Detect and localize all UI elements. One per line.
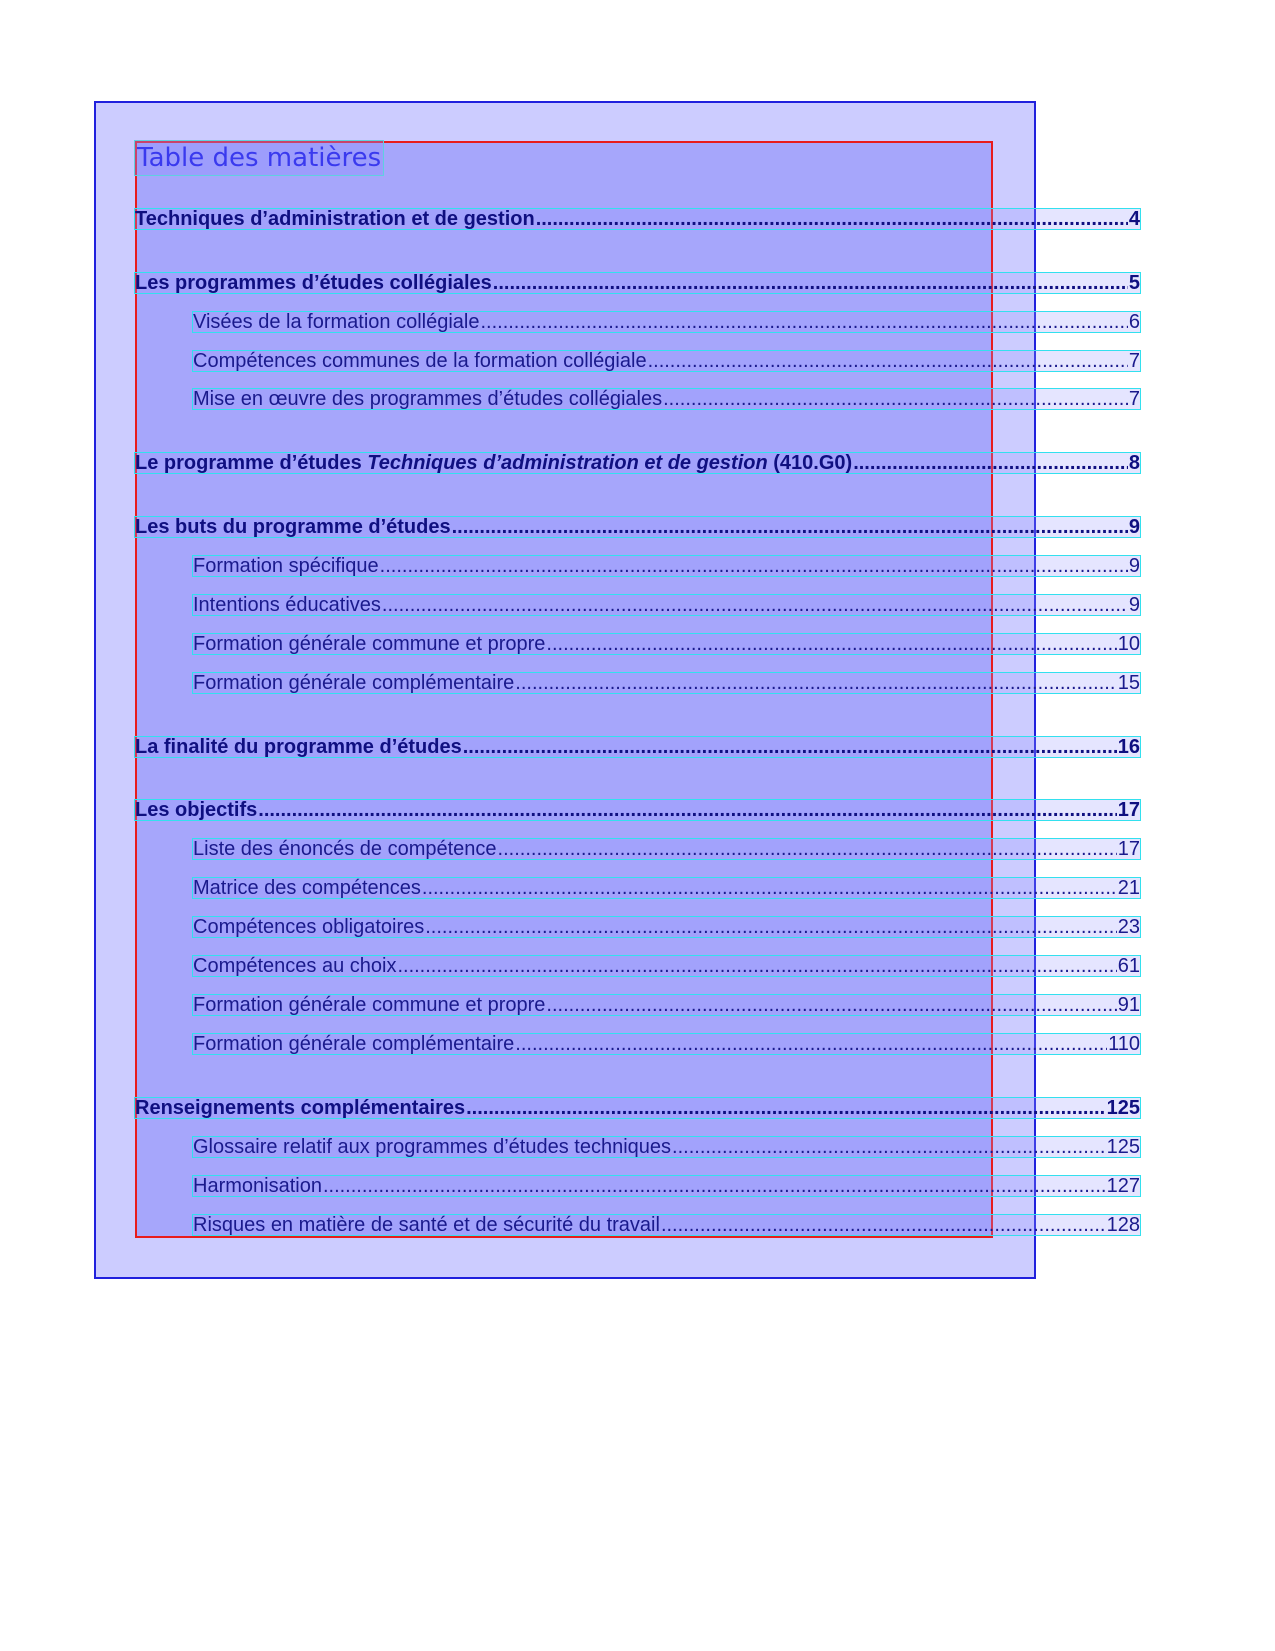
toc-entry-label: Harmonisation xyxy=(193,1176,322,1196)
toc-title: Table des matières xyxy=(137,143,382,173)
toc-entry[interactable] xyxy=(193,1176,1140,1196)
toc-entry-page: 4 xyxy=(1128,209,1140,229)
toc-leader-dots xyxy=(515,673,1116,693)
toc-entry-label: Compétences au choix xyxy=(193,956,397,976)
toc-leader-dots xyxy=(380,556,1128,576)
toc-entry[interactable] xyxy=(193,595,1140,615)
toc-leader-dots xyxy=(515,1034,1107,1054)
toc-entry[interactable] xyxy=(193,917,1140,937)
toc-leader-dots xyxy=(422,878,1117,898)
toc-entry-page: 9 xyxy=(1128,517,1140,537)
toc-entry-page: 17 xyxy=(1117,800,1140,820)
toc-leader-dots xyxy=(425,917,1117,937)
toc-leader-dots xyxy=(466,1098,1106,1118)
toc-entry-label-suffix: (410.G0) xyxy=(767,453,853,473)
toc-entry-page: 9 xyxy=(1128,595,1140,615)
toc-entry-page: 23 xyxy=(1117,917,1140,937)
toc-entry-label: Formation générale complémentaire xyxy=(193,673,515,693)
toc-entry-page: 125 xyxy=(1106,1137,1140,1157)
toc-entry[interactable] xyxy=(135,737,1140,757)
toc-leader-dots xyxy=(663,389,1128,409)
toc-entry-label: Les buts du programme d’études xyxy=(135,517,451,537)
toc-leader-dots xyxy=(397,956,1116,976)
toc-leader-dots xyxy=(672,1137,1106,1157)
toc-entry-label: La finalité du programme d’études xyxy=(135,737,462,757)
toc-entry-label: Renseignements complémentaires xyxy=(135,1098,466,1118)
toc-entry-label: Intentions éducatives xyxy=(193,595,381,615)
toc-entry-page: 61 xyxy=(1117,956,1140,976)
toc-entry-page: 91 xyxy=(1117,995,1140,1015)
toc-leader-dots xyxy=(661,1215,1106,1235)
toc-entry[interactable] xyxy=(193,389,1140,409)
toc-entry-label: Matrice des compétences xyxy=(193,878,421,898)
toc-entry[interactable] xyxy=(193,673,1140,693)
toc-entry-label-prefix: Le programme d’études xyxy=(135,453,368,473)
toc-entry[interactable] xyxy=(135,209,1140,229)
toc-entry[interactable] xyxy=(193,995,1140,1015)
toc-entry-label: Techniques d’administration et de gestion xyxy=(135,209,535,229)
toc-entry-label: Formation spécifique xyxy=(193,556,379,576)
toc-entry[interactable] xyxy=(193,351,1140,371)
toc-leader-dots xyxy=(480,312,1127,332)
toc-leader-dots xyxy=(493,273,1128,293)
toc-entry[interactable] xyxy=(193,556,1140,576)
toc-entry[interactable] xyxy=(135,273,1140,293)
toc-entry-page: 9 xyxy=(1128,556,1140,576)
toc-leader-dots xyxy=(853,453,1128,473)
toc-entry-label: Visées de la formation collégiale xyxy=(193,312,480,332)
toc-entry-label: Formation générale commune et propre xyxy=(193,995,546,1015)
toc-entry[interactable] xyxy=(135,800,1140,820)
toc-entry[interactable] xyxy=(193,1034,1140,1054)
toc-entry[interactable] xyxy=(135,453,1140,473)
toc-entry-page: 15 xyxy=(1117,673,1140,693)
toc-entry-page: 16 xyxy=(1117,737,1140,757)
toc-leader-dots xyxy=(323,1176,1106,1196)
toc-entry-label: Mise en œuvre des programmes d’études collégiales xyxy=(193,389,663,409)
toc-entry-page: 125 xyxy=(1106,1098,1140,1118)
toc-leader-dots xyxy=(452,517,1128,537)
toc-entry-page: 7 xyxy=(1128,389,1140,409)
toc-entry-label: Compétences communes de la formation collégiale xyxy=(193,351,647,371)
toc-entry-label: Glossaire relatif aux programmes d’études techniques xyxy=(193,1137,672,1157)
toc-entry-page: 127 xyxy=(1106,1176,1140,1196)
toc-entry[interactable] xyxy=(193,312,1140,332)
toc-entry-label xyxy=(135,453,852,473)
toc-leader-dots xyxy=(498,839,1117,859)
toc-leader-dots xyxy=(536,209,1128,229)
toc-entry-label: Liste des énoncés de compétence xyxy=(193,839,497,859)
toc-entry-page: 17 xyxy=(1117,839,1140,859)
toc-entry-page: 6 xyxy=(1128,312,1140,332)
toc-entry-label: Les objectifs xyxy=(135,800,258,820)
toc-entry[interactable] xyxy=(193,839,1140,859)
toc-entry-page: 8 xyxy=(1128,453,1140,473)
toc-entry[interactable] xyxy=(193,1137,1140,1157)
toc-entry-page: 128 xyxy=(1106,1215,1140,1235)
toc-leader-dots xyxy=(546,634,1116,654)
toc-entry-page: 7 xyxy=(1128,351,1140,371)
toc-entry-label-italic: Techniques d’administration et de gestion xyxy=(367,453,768,473)
toc-entry[interactable] xyxy=(193,956,1140,976)
toc-entry-page: 10 xyxy=(1117,634,1140,654)
toc-entry-page: 5 xyxy=(1128,273,1140,293)
toc-entry[interactable] xyxy=(193,634,1140,654)
toc-entry-label: Risques en matière de santé et de sécurité du travail xyxy=(193,1215,660,1235)
toc-entry[interactable] xyxy=(135,517,1140,537)
toc-leader-dots xyxy=(258,800,1116,820)
toc-entry[interactable] xyxy=(135,1098,1140,1118)
toc-entry-page: 21 xyxy=(1117,878,1140,898)
toc-leader-dots xyxy=(463,737,1117,757)
toc-entry-label: Formation générale complémentaire xyxy=(193,1034,515,1054)
toc-entry-label: Compétences obligatoires xyxy=(193,917,425,937)
toc-entry-label: Les programmes d’études collégiales xyxy=(135,273,492,293)
toc-leader-dots xyxy=(382,595,1128,615)
toc-entry[interactable] xyxy=(193,878,1140,898)
toc-leader-dots xyxy=(648,351,1128,371)
toc-entry[interactable] xyxy=(193,1215,1140,1235)
toc-entry-page: 110 xyxy=(1108,1034,1140,1054)
toc-entry-label: Formation générale commune et propre xyxy=(193,634,546,654)
toc-leader-dots xyxy=(546,995,1116,1015)
